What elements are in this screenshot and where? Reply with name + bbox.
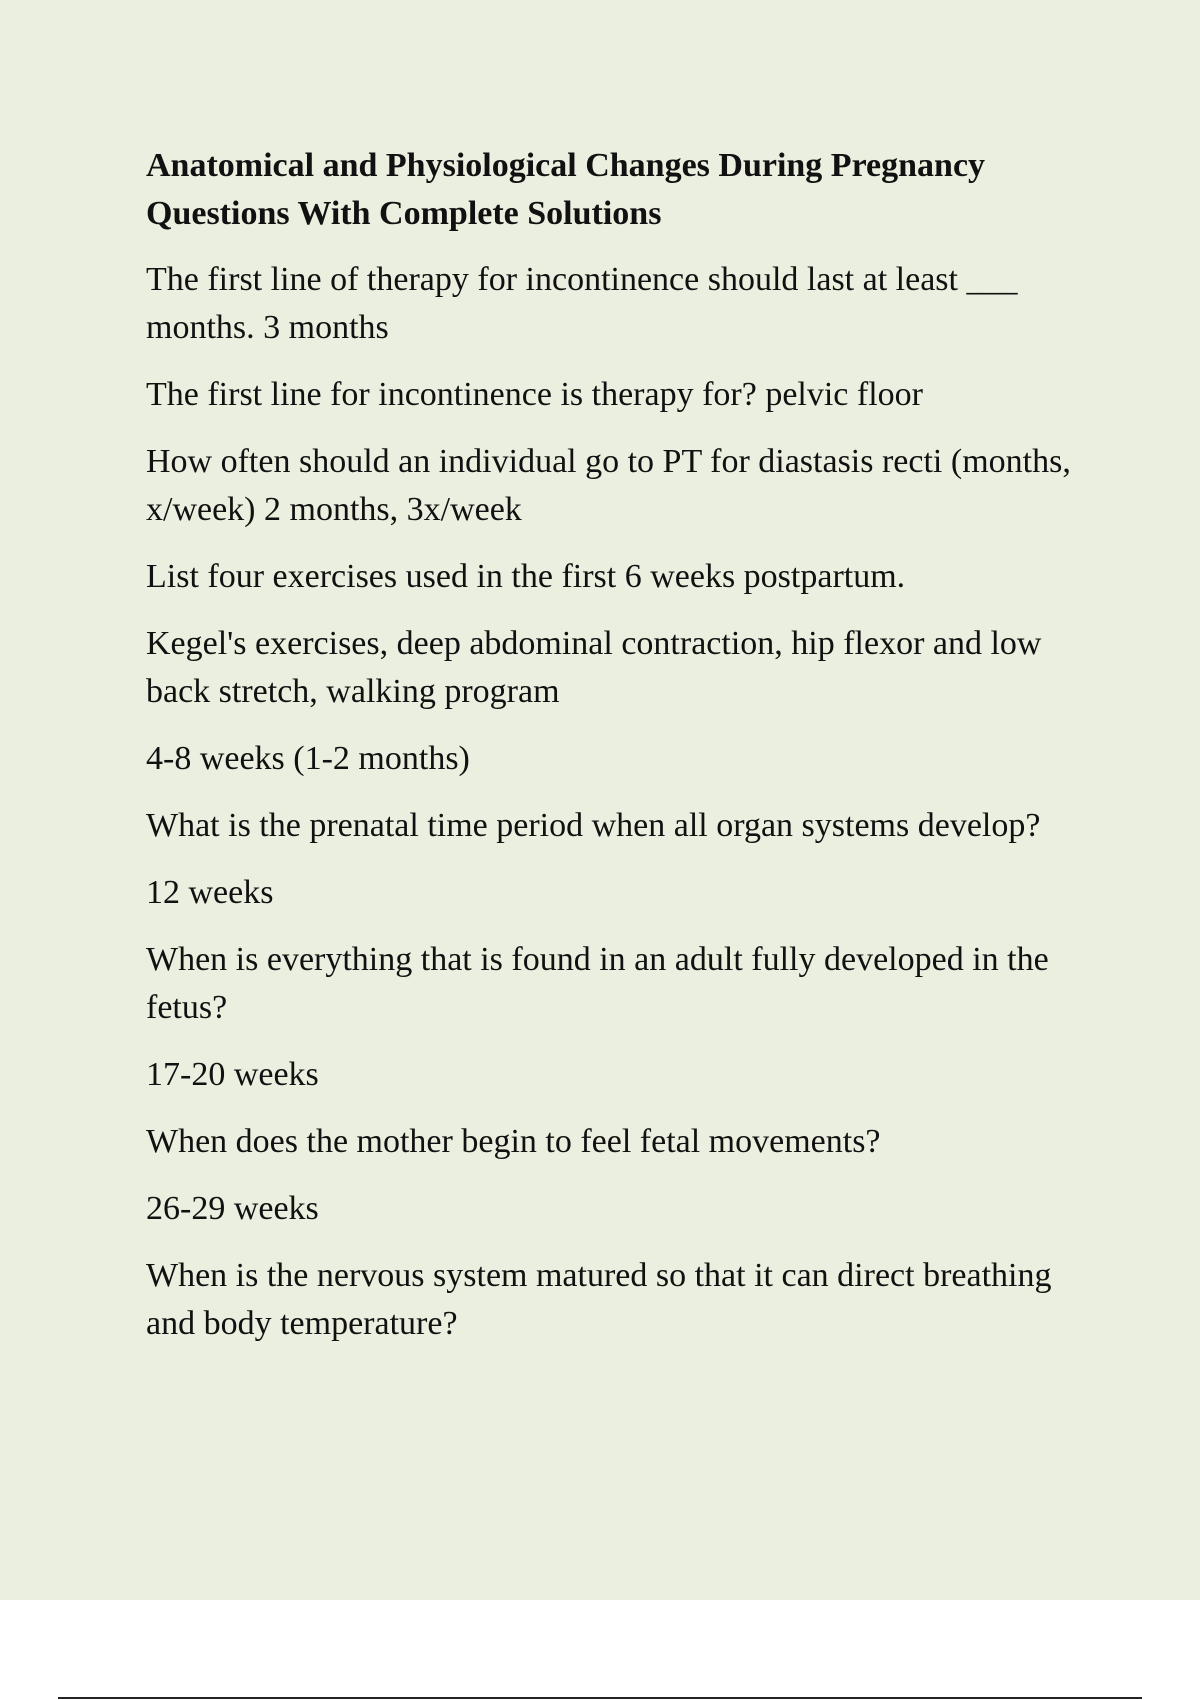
question-incontinence-duration: The first line of therapy for incontinence should last at least ___ months. 3 months — [146, 261, 1018, 346]
question-incontinence-therapy: The first line for incontinence is therapy for? pelvic floor — [146, 376, 923, 413]
answer-fetus-fully-developed: 17-20 weeks — [146, 1056, 319, 1093]
question-postpartum-exercises: List four exercises used in the first 6 weeks postpartum. — [146, 558, 906, 595]
document-title: Anatomical and Physiological Changes During Pregnancy Questions With Complete Solutions — [146, 147, 986, 232]
question-fetus-fully-developed: When is everything that is found in an adult fully developed in the fetus? — [146, 941, 1049, 1026]
question-diastasis-recti-frequency: How often should an individual go to PT for diastasis recti (months, x/week) 2 months, 3x/week — [146, 443, 1071, 528]
document-content — [146, 142, 1086, 1367]
question-organ-systems: What is the prenatal time period when all organ systems develop? — [146, 807, 1041, 844]
question-fetal-movements: When does the mother begin to feel fetal movements? — [146, 1123, 881, 1160]
footer-divider — [58, 1697, 1142, 1699]
question-nervous-system: When is the nervous system matured so that it can direct breathing and body temperature? — [146, 1257, 1052, 1342]
answer-fetal-movements: 26-29 weeks — [146, 1190, 319, 1227]
answer-postpartum-exercises: Kegel's exercises, deep abdominal contraction, hip flexor and low back stretch, walking program — [146, 625, 1042, 710]
answer-weeks-range: 4-8 weeks (1-2 months) — [146, 740, 470, 777]
answer-organ-systems: 12 weeks — [146, 874, 274, 911]
